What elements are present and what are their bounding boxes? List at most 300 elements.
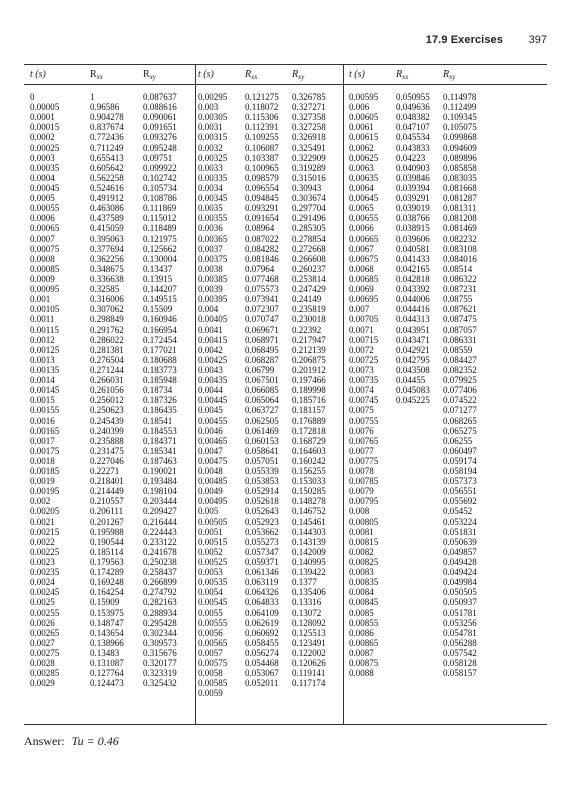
- rxy-cell: 0.153033: [292, 476, 326, 487]
- rxy-cell: 0.084427: [443, 354, 477, 365]
- time-cell: 0.0008: [30, 253, 55, 264]
- rxx-cell: 0.904278: [90, 112, 124, 123]
- time-cell: 0.0018: [30, 455, 55, 466]
- time-cell: 0.00045: [30, 182, 60, 193]
- time-cell: 0.00415: [198, 334, 228, 345]
- rxy-cell: 0.325432: [143, 678, 177, 689]
- time-cell: 0.0012: [30, 334, 55, 345]
- rxy-cell: 0.139422: [292, 567, 326, 578]
- time-cell: 0.00505: [198, 516, 228, 527]
- rxx-cell: 0.131087: [90, 658, 124, 669]
- column-t-group-1: [30, 92, 59, 688]
- time-cell: 0.0067: [349, 243, 374, 254]
- rxy-cell: 0.258437: [143, 567, 177, 578]
- rxy-cell: 0.326918: [292, 132, 326, 143]
- rxx-cell: 0.218401: [90, 476, 124, 487]
- time-cell: 0.0042: [198, 344, 223, 355]
- rxx-cell: 0.042795: [396, 354, 430, 365]
- rxx-cell: 0.044416: [396, 304, 430, 315]
- time-cell: 0.00695: [349, 294, 379, 305]
- time-cell: 0: [30, 92, 35, 102]
- rxy-cell: 0.050937: [443, 597, 477, 608]
- rxx-cell: 0.056274: [245, 648, 279, 659]
- time-cell: 0.0081: [349, 526, 374, 537]
- rxx-cell: 0.055273: [245, 536, 279, 547]
- rxy-cell: 0.209427: [143, 506, 177, 517]
- rxx-cell: 0.271244: [90, 364, 124, 375]
- time-cell: 0.0003: [30, 152, 55, 163]
- rxx-cell: 0.562258: [90, 172, 124, 183]
- rxy-cell: 0.08559: [443, 344, 473, 355]
- time-cell: 0.00175: [30, 445, 60, 456]
- time-cell: 0.00785: [349, 476, 379, 487]
- rxx-cell: 0.711249: [90, 142, 124, 153]
- time-cell: 0.00645: [349, 193, 379, 204]
- rxx-cell: 0.062505: [245, 415, 279, 426]
- rxx-cell: 0.210557: [90, 496, 124, 507]
- rxx-cell: 0.039394: [396, 182, 430, 193]
- rxx-cell: 0.043508: [396, 364, 430, 375]
- header-rxy: $R_{xy}$: [143, 69, 156, 81]
- rxy-cell: 0.193484: [143, 476, 177, 487]
- rxx-cell: 0.068287: [245, 354, 279, 365]
- rxy-cell: 0.059174: [443, 455, 477, 466]
- rxy-cell: 0.102742: [143, 172, 177, 183]
- rxx-cell: 0.143654: [90, 627, 124, 638]
- rxx-cell: 0.22271: [90, 466, 120, 477]
- time-cell: 0.00515: [198, 536, 228, 547]
- rxx-cell: 0.068495: [245, 344, 279, 355]
- rxy-cell: 0.105075: [443, 122, 477, 133]
- rxx-cell: 0.655413: [90, 152, 124, 163]
- time-cell: 0.00305: [198, 112, 228, 123]
- time-cell: 0.0041: [198, 324, 223, 335]
- time-cell: 0.0052: [198, 546, 223, 557]
- rxx-cell: 0.058455: [245, 637, 279, 648]
- rxx-cell: 0.169248: [90, 577, 124, 588]
- rxy-cell: 0.081208: [443, 213, 477, 224]
- rxy-cell: 0.065275: [443, 425, 477, 436]
- time-cell: 0.00565: [198, 637, 228, 648]
- rxx-cell: 0.052923: [245, 516, 279, 527]
- rxy-cell: 0.123491: [292, 637, 326, 648]
- column-rxx-group-1: [90, 92, 124, 688]
- rxy-cell: 0.056551: [443, 486, 477, 497]
- rxy-cell: 0.183773: [143, 364, 177, 375]
- rxx-cell: 0.098579: [245, 172, 279, 183]
- rxy-cell: 0.206875: [292, 354, 326, 365]
- time-cell: 0.0023: [30, 557, 55, 568]
- rxy-cell: 0.185341: [143, 445, 177, 456]
- rxy-cell: 0.053224: [443, 516, 477, 527]
- rxx-cell: 0.96586: [90, 102, 120, 113]
- time-cell: 0.00805: [349, 516, 379, 527]
- rxx-cell: 0.415059: [90, 223, 124, 234]
- rxy-cell: 0.081469: [443, 223, 477, 234]
- rxx-cell: 0.336638: [90, 273, 124, 284]
- rxx-cell: 0.087022: [245, 233, 279, 244]
- rxy-cell: 0.068265: [443, 415, 477, 426]
- rxy-cell: 0.303674: [292, 193, 326, 204]
- time-cell: 0.005: [198, 506, 219, 517]
- rxy-cell: 0.13915: [143, 273, 173, 284]
- rxy-cell: 0.053256: [443, 617, 477, 628]
- rxy-cell: 0.125662: [143, 243, 177, 254]
- rxx-cell: 0.093291: [245, 203, 279, 214]
- rxy-cell: 0.051781: [443, 607, 477, 618]
- rxx-cell: 0.053067: [245, 668, 279, 679]
- time-cell: 0.00555: [198, 617, 228, 628]
- time-cell: 0.0031: [198, 122, 223, 133]
- time-cell: 0.0079: [349, 486, 374, 497]
- time-cell: 0.0017: [30, 435, 55, 446]
- time-cell: 0.00165: [30, 425, 60, 436]
- time-cell: 0.0084: [349, 587, 374, 598]
- rxy-cell: 0.172454: [143, 334, 177, 345]
- rxy-cell: 0.187326: [143, 395, 177, 406]
- rxy-cell: 0.216444: [143, 516, 177, 527]
- table-bottom-rule: [24, 724, 547, 725]
- time-cell: 0.0056: [198, 627, 223, 638]
- time-cell: 0.0047: [198, 445, 223, 456]
- time-cell: 0.00825: [349, 557, 379, 568]
- rxy-cell: 0.055692: [443, 496, 477, 507]
- rxx-cell: 0.096554: [245, 182, 279, 193]
- rxx-cell: 0.059371: [245, 557, 279, 568]
- rxy-cell: 0.180688: [143, 354, 177, 365]
- rxy-cell: 0.172818: [292, 425, 326, 436]
- rxy-cell: 0.054781: [443, 627, 477, 638]
- rxx-cell: 0.491912: [90, 193, 124, 204]
- rxy-cell: 0.049424: [443, 567, 477, 578]
- rxx-cell: 0.091654: [245, 213, 279, 224]
- time-cell: 0.007: [349, 304, 370, 315]
- rxy-cell: 0.319289: [292, 162, 326, 173]
- time-cell: 0.0014: [30, 375, 55, 386]
- rxy-cell: 0.160946: [143, 314, 177, 325]
- rxy-cell: 0.278854: [292, 233, 326, 244]
- rxy-cell: 0.05452: [443, 506, 473, 517]
- column-group-divider: [195, 64, 196, 724]
- rxy-cell: 0.326785: [292, 92, 326, 102]
- rxx-cell: 0.042818: [396, 273, 430, 284]
- rxy-cell: 0.323319: [143, 668, 177, 679]
- column-rxy-group-3: [443, 92, 477, 678]
- rxy-cell: 0.060497: [443, 445, 477, 456]
- rxx-cell: 0.049636: [396, 102, 430, 113]
- time-cell: 0.00625: [349, 152, 379, 163]
- rxx-cell: 0.115306: [245, 112, 279, 123]
- rxx-cell: 0.053662: [245, 526, 279, 537]
- rxy-cell: 0.057542: [443, 648, 477, 659]
- rxx-cell: 0.174289: [90, 567, 124, 578]
- rxy-cell: 0.18541: [143, 415, 173, 426]
- time-cell: 0.00125: [30, 344, 60, 355]
- time-cell: 0.0065: [349, 203, 374, 214]
- time-cell: 0.00035: [30, 162, 60, 173]
- time-cell: 0.00755: [349, 415, 379, 426]
- time-cell: 0.0064: [349, 182, 374, 193]
- time-cell: 0.0001: [30, 112, 55, 123]
- time-cell: 0.00445: [198, 395, 228, 406]
- rxx-cell: 0.121275: [245, 92, 279, 102]
- rxy-cell: 0.049428: [443, 557, 477, 568]
- time-cell: 0.0005: [30, 193, 55, 204]
- rxy-cell: 0.093276: [143, 132, 177, 143]
- rxx-cell: 0.060692: [245, 627, 279, 638]
- time-cell: 0.001: [30, 294, 51, 305]
- time-cell: 0.00385: [198, 273, 228, 284]
- rxy-cell: 0.184371: [143, 435, 177, 446]
- rxy-cell: 0.185716: [292, 395, 326, 406]
- rxx-cell: 0.100965: [245, 162, 279, 173]
- rxx-cell: 0.307062: [90, 304, 124, 315]
- rxx-cell: 0.231475: [90, 445, 124, 456]
- rxy-cell: 0.125513: [292, 627, 326, 638]
- rxy-cell: 0.143139: [292, 536, 326, 547]
- rxx-cell: 0.286022: [90, 334, 124, 345]
- column-rxx-group-2: [245, 92, 279, 688]
- rxy-cell: 0.082232: [443, 233, 477, 244]
- rxy-cell: 0.130004: [143, 253, 177, 264]
- time-cell: 0.00585: [198, 678, 228, 689]
- rxy-cell: 0.250238: [143, 557, 177, 568]
- time-cell: 0.0039: [198, 284, 223, 295]
- time-cell: 0.00395: [198, 294, 228, 305]
- rxx-cell: 0.061346: [245, 567, 279, 578]
- time-cell: 0.00255: [30, 607, 60, 618]
- rxy-cell: 0.058128: [443, 658, 477, 669]
- rxy-cell: 0.074522: [443, 395, 477, 406]
- rxx-cell: 0.06799: [245, 364, 275, 375]
- time-cell: 0.00295: [198, 92, 228, 102]
- rxx-cell: 0.395063: [90, 233, 124, 244]
- time-cell: 0.0075: [349, 405, 374, 416]
- rxy-cell: 0.282163: [143, 597, 177, 608]
- time-cell: 0.00745: [349, 395, 379, 406]
- running-head: [24, 34, 547, 52]
- rxx-cell: 0.066085: [245, 385, 279, 396]
- rxy-cell: 0.247429: [292, 284, 326, 295]
- rxx-cell: 0.060153: [245, 435, 279, 446]
- time-cell: 0.00205: [30, 506, 60, 517]
- time-cell: 0.00015: [30, 122, 60, 133]
- time-cell: 0.00535: [198, 577, 228, 588]
- rxy-cell: 0.176889: [292, 415, 326, 426]
- rxy-cell: 0.086331: [443, 334, 477, 345]
- rxx-cell: 0.045083: [396, 385, 430, 396]
- column-rxy-group-1: [143, 92, 177, 688]
- time-cell: 0.0011: [30, 314, 55, 325]
- time-cell: 0.00355: [198, 213, 228, 224]
- column-t-group-2: [198, 92, 227, 699]
- rxy-cell: 0.084016: [443, 253, 477, 264]
- header-rxx: $R_{xx}$: [90, 69, 103, 81]
- time-cell: 0.004: [198, 304, 219, 315]
- rxy-cell: 0.081287: [443, 193, 477, 204]
- rxx-cell: 0.195988: [90, 526, 124, 537]
- rxy-cell: 0.327271: [292, 102, 326, 113]
- rxy-cell: 0.050505: [443, 587, 477, 598]
- time-cell: 0.0057: [198, 648, 223, 659]
- rxy-cell: 0.1377: [292, 577, 317, 588]
- rxy-cell: 0.120626: [292, 658, 326, 669]
- rxy-cell: 0.327258: [292, 122, 326, 133]
- rxx-cell: 0.276504: [90, 354, 124, 365]
- time-cell: 0.0019: [30, 476, 55, 487]
- time-cell: 0.00235: [30, 567, 60, 578]
- rxy-cell: 0.08514: [443, 263, 473, 274]
- rxy-cell: 0.309573: [143, 637, 177, 648]
- rxy-cell: 0.253814: [292, 273, 326, 284]
- time-cell: 0.00595: [349, 92, 379, 102]
- time-cell: 0.0074: [349, 385, 374, 396]
- rxy-cell: 0.087475: [443, 314, 477, 325]
- rxy-cell: 0.112499: [443, 102, 477, 113]
- rxy-cell: 0.144207: [143, 284, 177, 295]
- time-cell: 0.00545: [198, 597, 228, 608]
- time-cell: 0.0054: [198, 587, 223, 598]
- time-cell: 0.0076: [349, 425, 374, 436]
- time-cell: 0.00275: [30, 648, 60, 659]
- rxx-cell: 1: [90, 92, 95, 102]
- rxy-cell: 0.164603: [292, 445, 326, 456]
- time-cell: 0.0028: [30, 658, 55, 669]
- time-cell: 0.0007: [30, 233, 55, 244]
- time-cell: 0.0087: [349, 648, 374, 659]
- rxx-cell: 0.112391: [245, 122, 279, 133]
- rxy-cell: 0.114978: [443, 92, 477, 102]
- time-cell: 0.0024: [30, 577, 55, 588]
- rxx-cell: 0.094845: [245, 193, 279, 204]
- rxy-cell: 0.090061: [143, 112, 177, 123]
- time-cell: 0.00615: [349, 132, 379, 143]
- rxy-cell: 0.186435: [143, 405, 177, 416]
- time-cell: 0.00135: [30, 364, 60, 375]
- rxx-cell: 0.118072: [245, 102, 279, 113]
- rxx-cell: 0.07964: [245, 263, 275, 274]
- rxx-cell: 0.064833: [245, 597, 279, 608]
- time-cell: 0.0032: [198, 142, 223, 153]
- time-cell: 0.0071: [349, 324, 374, 335]
- rxy-cell: 0.146752: [292, 506, 326, 517]
- rxy-cell: 0.145461: [292, 516, 326, 527]
- rxx-cell: 0.164254: [90, 587, 124, 598]
- rxx-cell: 0.127764: [90, 668, 124, 679]
- rxy-cell: 0.190021: [143, 466, 177, 477]
- time-cell: 0.0069: [349, 284, 374, 295]
- rxy-cell: 0.094609: [443, 142, 477, 153]
- rxx-cell: 0.063119: [245, 577, 279, 588]
- rxx-cell: 0.043392: [396, 284, 430, 295]
- rxy-cell: 0.082352: [443, 364, 477, 375]
- rxy-cell: 0.18734: [143, 385, 173, 396]
- rxy-cell: 0.212139: [292, 344, 326, 355]
- time-cell: 0.003: [198, 102, 219, 113]
- rxy-cell: 0.187463: [143, 455, 177, 466]
- rxy-cell: 0.325491: [292, 142, 326, 153]
- rxy-cell: 0.09751: [143, 152, 173, 163]
- rxy-cell: 0.081311: [443, 203, 477, 214]
- time-cell: 0.00335: [198, 172, 228, 183]
- rxy-cell: 0.22392: [292, 324, 322, 335]
- time-cell: 0.00315: [198, 132, 228, 143]
- rxy-cell: 0.095248: [143, 142, 177, 153]
- rxx-cell: 0.084282: [245, 243, 279, 254]
- time-cell: 0.00775: [349, 455, 379, 466]
- rxy-cell: 0.230018: [292, 314, 326, 325]
- time-cell: 0.00655: [349, 213, 379, 224]
- rxx-cell: 0.064109: [245, 607, 279, 618]
- rxx-cell: 0.377694: [90, 243, 124, 254]
- time-cell: 0.0022: [30, 536, 55, 547]
- time-cell: 0.0062: [349, 142, 374, 153]
- rxy-cell: 0.15509: [143, 304, 173, 315]
- rxy-cell: 0.217947: [292, 334, 326, 345]
- time-cell: 0.0046: [198, 425, 223, 436]
- rxx-cell: 0.227046: [90, 455, 124, 466]
- time-cell: 0.00005: [30, 102, 60, 113]
- time-cell: 0.00845: [349, 597, 379, 608]
- rxy-cell: 0.111869: [143, 203, 177, 214]
- time-cell: 0.00715: [349, 334, 379, 345]
- time-cell: 0.00435: [198, 375, 228, 386]
- time-cell: 0.0044: [198, 385, 223, 396]
- rxx-cell: 0.261056: [90, 385, 124, 396]
- rxy-cell: 0.058157: [443, 668, 477, 679]
- time-cell: 0.0082: [349, 546, 374, 557]
- rxy-cell: 0.24149: [292, 294, 322, 305]
- time-cell: 0.0058: [198, 668, 223, 679]
- time-cell: 0.00835: [349, 577, 379, 588]
- time-cell: 0.00815: [349, 536, 379, 547]
- rxx-cell: 0.038766: [396, 213, 430, 224]
- rxx-cell: 0.055339: [245, 466, 279, 477]
- rxy-cell: 0.156255: [292, 466, 326, 477]
- rxy-cell: 0.201912: [292, 364, 326, 375]
- answer-line: [24, 734, 119, 749]
- time-cell: 0.0013: [30, 354, 55, 365]
- header-rxx: $R_{xx}$: [396, 69, 409, 81]
- rxx-cell: 0.837674: [90, 122, 124, 133]
- time-cell: 0.00055: [30, 203, 60, 214]
- rxy-cell: 0.140995: [292, 557, 326, 568]
- rxx-cell: 0.040581: [396, 243, 430, 254]
- rxx-cell: 0.073941: [245, 294, 279, 305]
- rxy-cell: 0.203444: [143, 496, 177, 507]
- rxx-cell: 0.316006: [90, 294, 124, 305]
- header-t: t (s): [198, 69, 214, 80]
- time-cell: 0.00375: [198, 253, 228, 264]
- rxy-cell: 0.087621: [443, 304, 477, 315]
- time-cell: 0.0037: [198, 243, 223, 254]
- rxy-cell: 0.089896: [443, 152, 477, 163]
- time-cell: 0.00105: [30, 304, 60, 315]
- time-cell: 0.0053: [198, 567, 223, 578]
- rxx-cell: 0.054468: [245, 658, 279, 669]
- rxx-cell: 0.052011: [245, 678, 279, 689]
- answer-expression: Tu = 0.46: [71, 734, 119, 748]
- time-cell: 0.00145: [30, 385, 60, 396]
- time-cell: 0.00185: [30, 466, 60, 477]
- rxy-cell: 0.272668: [292, 243, 326, 254]
- rxx-cell: 0.08964: [245, 223, 275, 234]
- time-cell: 0.0059: [198, 688, 223, 699]
- time-cell: 0.0072: [349, 344, 374, 355]
- rxy-cell: 0.071277: [443, 405, 477, 416]
- time-cell: 0.006: [349, 102, 370, 113]
- rxy-cell: 0.285305: [292, 223, 326, 234]
